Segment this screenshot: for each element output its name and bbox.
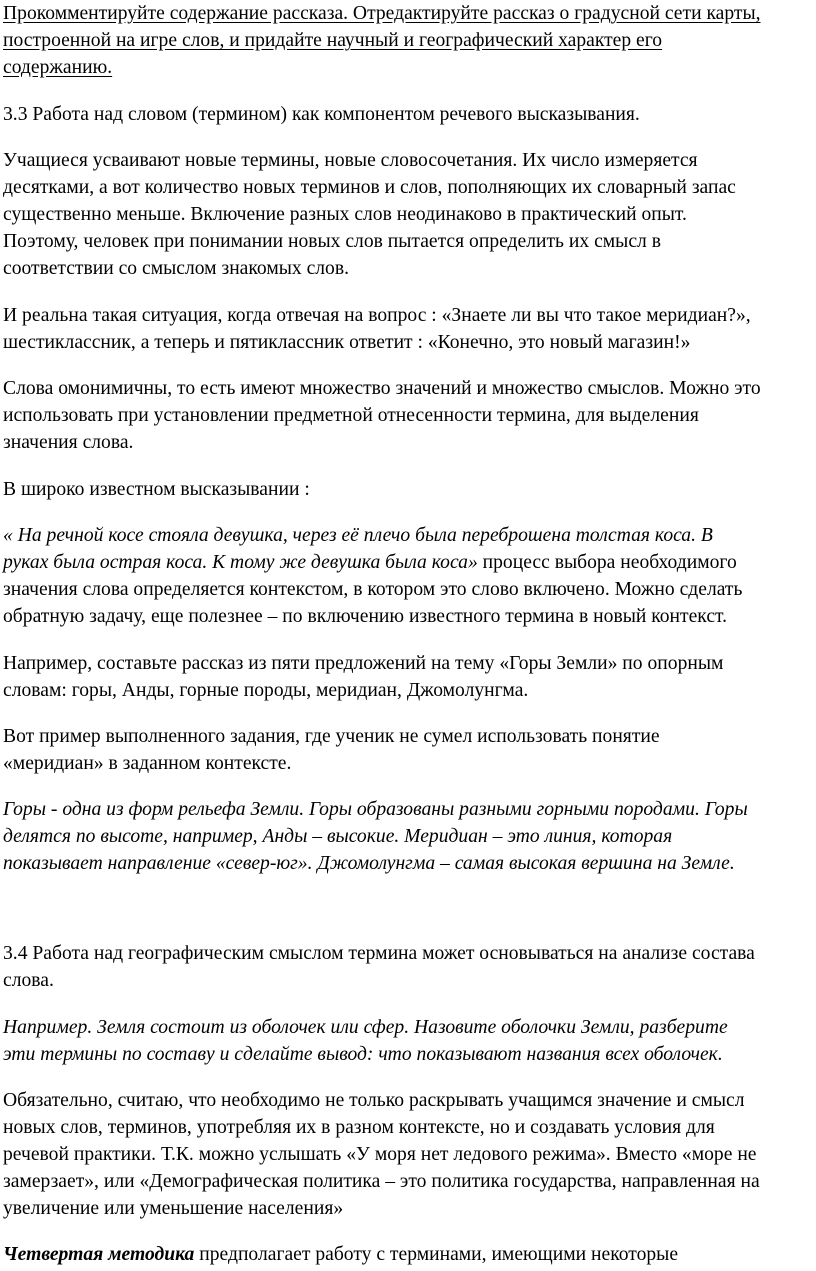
- paragraph-line: Обязательно, считаю, что необходимо не только раскрывать учащимся значение и смысл: [3, 1090, 745, 1111]
- paragraph-line: Учащиеся усваивают новые термины, новые словосочетания. Их число измеряется: [3, 150, 698, 171]
- paragraph-line: замерзает», или «Демографическая политика – это политика государства, направленная на: [3, 1171, 760, 1192]
- section-heading-3-4: слова.: [3, 970, 54, 991]
- task-line: построенной на игре слов, и придайте научный и географический характер его: [3, 30, 663, 51]
- paragraph-line: использовать при установлении предметной отнесенности термина, для выделения: [3, 405, 699, 426]
- paragraph-line: И реальна такая ситуация, когда отвечая на вопрос : «Знаете ли вы что такое меридиан?»,: [3, 305, 751, 326]
- paragraph-line: В широко известном высказывании :: [3, 479, 310, 500]
- paragraph-line: Поэтому, человек при понимании новых слов пытается определить их смысл в: [3, 231, 661, 252]
- section-heading-3-3: 3.3 Работа над словом (термином) как компонентом речевого высказывания.: [3, 104, 640, 125]
- paragraph-text: предполагает работу с терминами, имеющими некоторые: [194, 1244, 679, 1265]
- paragraph-line: Вот пример выполненного задания, где ученик не сумел использовать понятие: [3, 726, 660, 747]
- quote-text: « На речной косе стояла девушка, через её плечо была переброшена толстая коса. В: [3, 525, 713, 546]
- paragraph-line: существенно меньше. Включение разных слов неодинаково в практический опыт.: [3, 204, 687, 225]
- paragraph-line: увеличение или уменьшение населения»: [3, 1198, 344, 1219]
- example-line: [3, 851, 735, 877]
- example-text: Например. Земля состоит из оболочек или сфер. Назовите оболочки Земли, разберите: [3, 1017, 728, 1038]
- example-text: делятся по высоте, например, Анды – высокие. Меридиан – это линия, которая: [3, 826, 673, 847]
- quote-line: [3, 523, 713, 549]
- paragraph-text: процесс выбора необходимого: [477, 552, 737, 573]
- example-text: эти термины по составу и сделайте вывод: что показывают названия всех оболочек.: [3, 1044, 723, 1065]
- example-text: Горы - одна из форм рельефа Земли. Горы образованы разными горными породами. Горы: [3, 799, 748, 820]
- task-line: содержанию.: [3, 57, 113, 78]
- paragraph-line: Например, составьте рассказ из пяти предложений на тему «Горы Земли» по опорным: [3, 653, 724, 674]
- example-line: [3, 1042, 723, 1068]
- paragraph-line: [3, 1242, 678, 1268]
- paragraph-line: Слова омонимичны, то есть имеют множество значений и множество смыслов. Можно это: [3, 378, 761, 399]
- paragraph-line: значения слова определяется контекстом, в котором это слово включено. Можно сделать: [3, 579, 743, 600]
- example-line: [3, 1015, 728, 1041]
- paragraph-line: соответствии со смыслом знакомых слов.: [3, 258, 350, 279]
- paragraph-line: значения слова.: [3, 432, 134, 453]
- quote-line: [3, 550, 737, 576]
- example-line: [3, 824, 672, 850]
- paragraph-line: шестиклассник, а теперь и пятиклассник ответит : «Конечно, это новый магазин!»: [3, 332, 691, 353]
- paragraph-line: словам: горы, Анды, горные породы, меридиан, Джомолунгма.: [3, 680, 529, 701]
- quote-text: руках была острая коса. К тому же девушка была коса»: [3, 552, 478, 573]
- section-heading-3-4: 3.4 Работа над географическим смыслом термина может основываться на анализе состава: [3, 943, 755, 964]
- paragraph-line: «меридиан» в заданном контексте.: [3, 753, 292, 774]
- task-line: Прокомментируйте содержание рассказа. Отредактируйте рассказ о градусной сети карты,: [3, 3, 761, 24]
- paragraph-line: обратную задачу, еще полезнее – по включению известного термина в новый контекст.: [3, 606, 728, 627]
- paragraph-line: новых слов, терминов, употребляя их в разном контексте, но и создавать условия для: [3, 1117, 715, 1138]
- example-line: [3, 797, 748, 823]
- method-title: Четвертая методика: [3, 1244, 195, 1265]
- paragraph-line: десятками, а вот количество новых терминов и слов, пополняющих их словарный запас: [3, 177, 736, 198]
- example-text: показывает направление «север-юг». Джомолунгма – самая высокая вершина на Земле.: [3, 853, 735, 874]
- paragraph-line: речевой практики. Т.К. можно услышать «У моря нет ледового режима». Вместо «море не: [3, 1144, 757, 1165]
